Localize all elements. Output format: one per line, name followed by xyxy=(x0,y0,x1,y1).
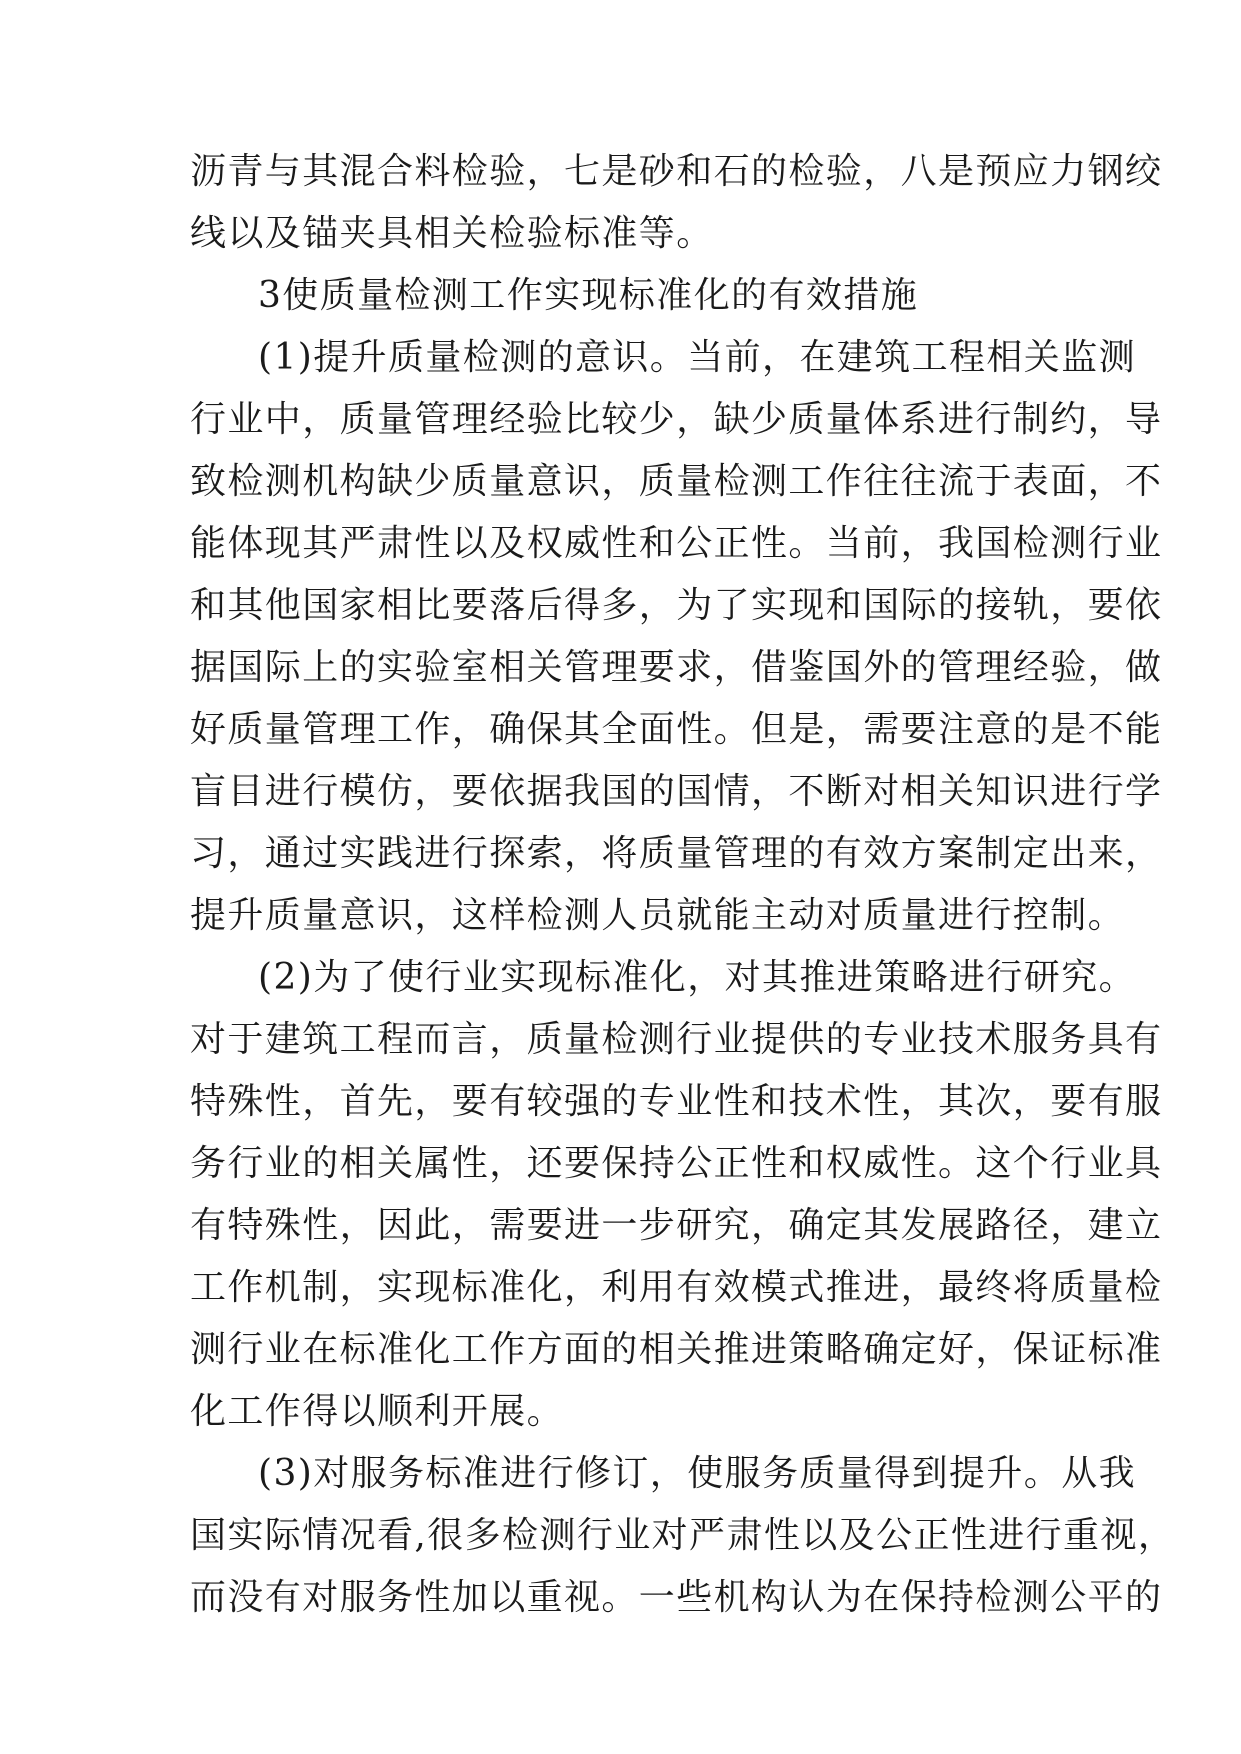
text-line-17: 务行业的相关属性，还要保持公正性和权威性。这个行业具 xyxy=(190,1143,1163,1184)
text-line-10: 好质量管理工作，确保其全面性。但是，需要注意的是不能 xyxy=(190,709,1163,750)
text-line-6: 致检测机构缺少质量意识，质量检测工作往往流于表面，不 xyxy=(190,461,1163,502)
text-line-20: 测行业在标准化工作方面的相关推进策略确定好，保证标准 xyxy=(190,1329,1163,1370)
text-line-12: 习，通过实践进行探索，将质量管理的有效方案制定出来， xyxy=(190,833,1163,874)
text-line-11: 盲目进行模仿，要依据我国的国情，不断对相关知识进行学 xyxy=(190,771,1163,812)
text-line-13: 提升质量意识，这样检测人员就能主动对质量进行控制。 xyxy=(190,895,1126,936)
text-line-7: 能体现其严肃性以及权威性和公正性。当前，我国检测行业 xyxy=(190,523,1163,564)
text-line-21: 化工作得以顺利开展。 xyxy=(190,1391,565,1432)
text-line-19: 工作机制，实现标准化，利用有效模式推进，最终将质量检 xyxy=(190,1267,1163,1308)
text-line-23: 国实际情况看,很多检测行业对严肃性以及公正性进行重视， xyxy=(190,1515,1176,1556)
text-line-8: 和其他国家相比要落后得多，为了实现和国际的接轨，要依 xyxy=(190,585,1163,626)
text-line-4: (1)提升质量检测的意识。当前，在建筑工程相关监测 xyxy=(258,337,1136,378)
text-line-1: 沥青与其混合料检验，七是砂和石的检验，八是预应力钢绞 xyxy=(190,151,1163,192)
section-heading: 3使质量检测工作实现标准化的有效措施 xyxy=(258,275,919,316)
text-line-22: (3)对服务标准进行修订，使服务质量得到提升。从我 xyxy=(258,1453,1136,1494)
text-line-5: 行业中，质量管理经验比较少，缺少质量体系进行制约，导 xyxy=(190,399,1163,440)
text-line-15: 对于建筑工程而言，质量检测行业提供的专业技术服务具有 xyxy=(190,1019,1163,1060)
text-line-2: 线以及锚夹具相关检验标准等。 xyxy=(190,213,714,254)
text-line-16: 特殊性，首先，要有较强的专业性和技术性，其次，要有服 xyxy=(190,1081,1163,1122)
text-line-24: 而没有对服务性加以重视。一些机构认为在保持检测公平的 xyxy=(190,1577,1163,1618)
text-line-14: (2)为了使行业实现标准化，对其推进策略进行研究。 xyxy=(258,957,1136,998)
text-line-9: 据国际上的实验室相关管理要求，借鉴国外的管理经验，做 xyxy=(190,647,1163,688)
text-line-18: 有特殊性，因此，需要进一步研究，确定其发展路径，建立 xyxy=(190,1205,1163,1246)
